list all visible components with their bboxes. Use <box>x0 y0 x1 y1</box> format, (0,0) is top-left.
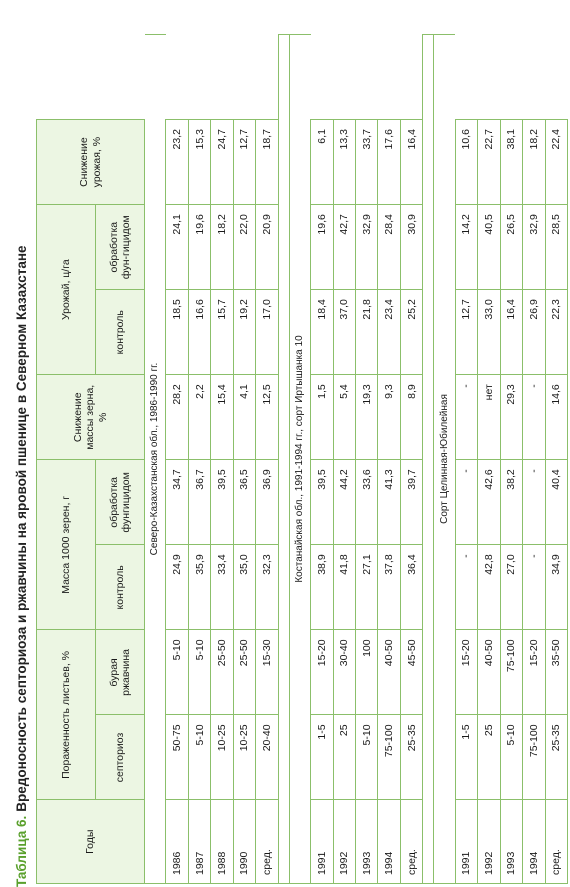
value-cell: 37,0 <box>333 290 355 375</box>
value-cell: 30,9 <box>400 205 422 290</box>
value-cell: 18,7 <box>256 120 278 205</box>
value-cell: 39,7 <box>400 460 422 545</box>
value-cell: 36,4 <box>400 545 422 630</box>
value-cell: 14,2 <box>455 205 477 290</box>
value-cell: 40-50 <box>378 630 400 715</box>
value-cell: 5-10 <box>166 630 188 715</box>
value-cell: 10-25 <box>211 715 233 800</box>
value-cell: 5-10 <box>188 630 210 715</box>
value-cell: 22,3 <box>545 290 567 375</box>
value-cell: 23,2 <box>166 120 188 205</box>
value-cell: 44,2 <box>333 460 355 545</box>
table-body <box>145 35 568 884</box>
value-cell: 18,2 <box>523 120 545 205</box>
value-cell: 20,9 <box>256 205 278 290</box>
header-mass: Масса 1000 зерен, г <box>37 460 96 630</box>
section-title: Северо-Казахстанская обл., 1986-1990 гг. <box>145 35 166 884</box>
value-cell: 19,2 <box>233 290 255 375</box>
value-cell: 36,9 <box>256 460 278 545</box>
table-container <box>36 34 568 884</box>
value-cell: 17,0 <box>256 290 278 375</box>
header-mass-decrease: Снижение массы зерна, % <box>37 375 145 460</box>
value-cell: 25-50 <box>211 630 233 715</box>
value-cell: - <box>523 460 545 545</box>
value-cell: 17,6 <box>378 120 400 205</box>
value-cell: 25-35 <box>545 715 567 800</box>
header-yield-control: контроль <box>96 290 145 375</box>
value-cell: 42,7 <box>333 205 355 290</box>
value-cell: 15,7 <box>211 290 233 375</box>
table-row <box>478 35 500 884</box>
value-cell: 8,9 <box>400 375 422 460</box>
table-header <box>37 35 145 884</box>
value-cell: 75-100 <box>378 715 400 800</box>
value-cell: 16,4 <box>500 290 522 375</box>
value-cell: 75-100 <box>523 715 545 800</box>
value-cell: 40,5 <box>478 205 500 290</box>
year-cell: 1994 <box>378 800 400 884</box>
header-mass-fungicide: обработка фунгицидом <box>96 460 145 545</box>
value-cell: 25,2 <box>400 290 422 375</box>
value-cell: 10,6 <box>455 120 477 205</box>
year-cell: 1993 <box>500 800 522 884</box>
value-cell: 39,5 <box>211 460 233 545</box>
year-cell: 1991 <box>311 800 333 884</box>
value-cell: 32,3 <box>256 545 278 630</box>
header-years: Годы <box>37 800 145 884</box>
section-gap <box>423 35 434 884</box>
table-row <box>455 35 477 884</box>
value-cell: 15,3 <box>188 120 210 205</box>
value-cell: 34,7 <box>166 460 188 545</box>
value-cell: 5-10 <box>188 715 210 800</box>
value-cell: - <box>455 375 477 460</box>
year-cell: 1994 <box>523 800 545 884</box>
value-cell: 24,9 <box>166 545 188 630</box>
header-yield-decrease: Снижение урожая, % <box>37 120 145 205</box>
table-row <box>188 35 210 884</box>
value-cell: 28,4 <box>378 205 400 290</box>
value-cell: 5-10 <box>356 715 378 800</box>
header-rust: бурая ржавчина <box>96 630 145 715</box>
value-cell: 40,4 <box>545 460 567 545</box>
value-cell: 33,6 <box>356 460 378 545</box>
value-cell: 38,1 <box>500 120 522 205</box>
section-gap <box>278 35 289 884</box>
value-cell: 38,9 <box>311 545 333 630</box>
value-cell: 35,0 <box>233 545 255 630</box>
value-cell: 1-5 <box>455 715 477 800</box>
value-cell: 36,7 <box>188 460 210 545</box>
section-row <box>434 35 455 884</box>
year-cell: 1992 <box>478 800 500 884</box>
value-cell: 10-25 <box>233 715 255 800</box>
header-yield-fungicide: обработка фун-гицидом <box>96 205 145 290</box>
year-cell: 1986 <box>166 800 188 884</box>
value-cell: 100 <box>356 630 378 715</box>
year-cell: сред. <box>400 800 422 884</box>
data-table <box>36 34 568 884</box>
value-cell: 22,7 <box>478 120 500 205</box>
value-cell: 12,7 <box>455 290 477 375</box>
value-cell: 21,8 <box>356 290 378 375</box>
section-row <box>145 35 166 884</box>
value-cell: 38,2 <box>500 460 522 545</box>
table-row <box>256 35 278 884</box>
table-row <box>233 35 255 884</box>
value-cell: 39,5 <box>311 460 333 545</box>
value-cell: 36,5 <box>233 460 255 545</box>
value-cell: 18,4 <box>311 290 333 375</box>
value-cell: 33,4 <box>211 545 233 630</box>
value-cell: - <box>523 375 545 460</box>
table-row <box>211 35 233 884</box>
value-cell: 30-40 <box>333 630 355 715</box>
value-cell: 15-30 <box>256 630 278 715</box>
value-cell: 45-50 <box>400 630 422 715</box>
value-cell: 75-100 <box>500 630 522 715</box>
value-cell: 25 <box>333 715 355 800</box>
table-row <box>400 35 422 884</box>
value-cell: 14,6 <box>545 375 567 460</box>
value-cell: 33,0 <box>478 290 500 375</box>
value-cell: 5-10 <box>500 715 522 800</box>
section-row <box>289 35 310 884</box>
value-cell: 25-50 <box>233 630 255 715</box>
value-cell: 1-5 <box>311 715 333 800</box>
value-cell: 19,6 <box>188 205 210 290</box>
value-cell: 20-40 <box>256 715 278 800</box>
value-cell: 12,7 <box>233 120 255 205</box>
value-cell: - <box>455 460 477 545</box>
caption-label: Таблица 6. <box>13 815 29 887</box>
year-cell: 1993 <box>356 800 378 884</box>
value-cell: 18,5 <box>166 290 188 375</box>
table-row <box>500 35 522 884</box>
table-row <box>333 35 355 884</box>
value-cell: 5,4 <box>333 375 355 460</box>
value-cell: 19,3 <box>356 375 378 460</box>
table-row <box>523 35 545 884</box>
caption-title: Вредоносность септориоза и ржавчины на яровой пшенице в Северном Казахстане <box>13 245 29 812</box>
value-cell: 12,5 <box>256 375 278 460</box>
value-cell: 24,1 <box>166 205 188 290</box>
table-row <box>166 35 188 884</box>
year-cell: 1990 <box>233 800 255 884</box>
value-cell: 4,1 <box>233 375 255 460</box>
value-cell: 26,5 <box>500 205 522 290</box>
value-cell: 9,3 <box>378 375 400 460</box>
value-cell: 23,4 <box>378 290 400 375</box>
value-cell: 1,5 <box>311 375 333 460</box>
header-damage: Пораженность листьев, % <box>37 630 96 800</box>
value-cell: 27,0 <box>500 545 522 630</box>
value-cell: 6,1 <box>311 120 333 205</box>
year-cell: сред. <box>256 800 278 884</box>
year-cell: 1987 <box>188 800 210 884</box>
value-cell: 22,4 <box>545 120 567 205</box>
value-cell: 16,4 <box>400 120 422 205</box>
value-cell: 25-35 <box>400 715 422 800</box>
header-mass-control: контроль <box>96 545 145 630</box>
table-caption <box>4 0 38 887</box>
year-cell: 1992 <box>333 800 355 884</box>
value-cell: 42,8 <box>478 545 500 630</box>
value-cell: 50-75 <box>166 715 188 800</box>
table-row <box>356 35 378 884</box>
section-title: Сорт Целинная-Юбилейная <box>434 35 455 884</box>
value-cell: - <box>455 545 477 630</box>
table-row <box>378 35 400 884</box>
value-cell: 26,9 <box>523 290 545 375</box>
value-cell: 37,8 <box>378 545 400 630</box>
value-cell: 19,6 <box>311 205 333 290</box>
value-cell: 2,2 <box>188 375 210 460</box>
value-cell: нет <box>478 375 500 460</box>
value-cell: 15,4 <box>211 375 233 460</box>
year-cell: 1991 <box>455 800 477 884</box>
value-cell: 24,7 <box>211 120 233 205</box>
value-cell: 28,5 <box>545 205 567 290</box>
value-cell: 35,9 <box>188 545 210 630</box>
value-cell: 33,7 <box>356 120 378 205</box>
value-cell: 29,3 <box>500 375 522 460</box>
value-cell: 40-50 <box>478 630 500 715</box>
value-cell: - <box>523 545 545 630</box>
value-cell: 16,6 <box>188 290 210 375</box>
section-title: Костанайская обл., 1991-1994 гг., сорт Иртышанка 10 <box>289 35 310 884</box>
value-cell: 22,0 <box>233 205 255 290</box>
value-cell: 13,3 <box>333 120 355 205</box>
value-cell: 27,1 <box>356 545 378 630</box>
header-yield: Урожай, ц/га <box>37 205 96 375</box>
value-cell: 32,9 <box>356 205 378 290</box>
year-cell: 1988 <box>211 800 233 884</box>
value-cell: 15-20 <box>523 630 545 715</box>
value-cell: 35-50 <box>545 630 567 715</box>
value-cell: 42,6 <box>478 460 500 545</box>
value-cell: 32,9 <box>523 205 545 290</box>
value-cell: 34,9 <box>545 545 567 630</box>
value-cell: 28,2 <box>166 375 188 460</box>
table-row <box>545 35 567 884</box>
value-cell: 15-20 <box>455 630 477 715</box>
value-cell: 15-20 <box>311 630 333 715</box>
value-cell: 25 <box>478 715 500 800</box>
value-cell: 41,3 <box>378 460 400 545</box>
table-row <box>311 35 333 884</box>
header-septoria: септориоз <box>96 715 145 800</box>
value-cell: 41,8 <box>333 545 355 630</box>
value-cell: 18,2 <box>211 205 233 290</box>
year-cell: сред. <box>545 800 567 884</box>
